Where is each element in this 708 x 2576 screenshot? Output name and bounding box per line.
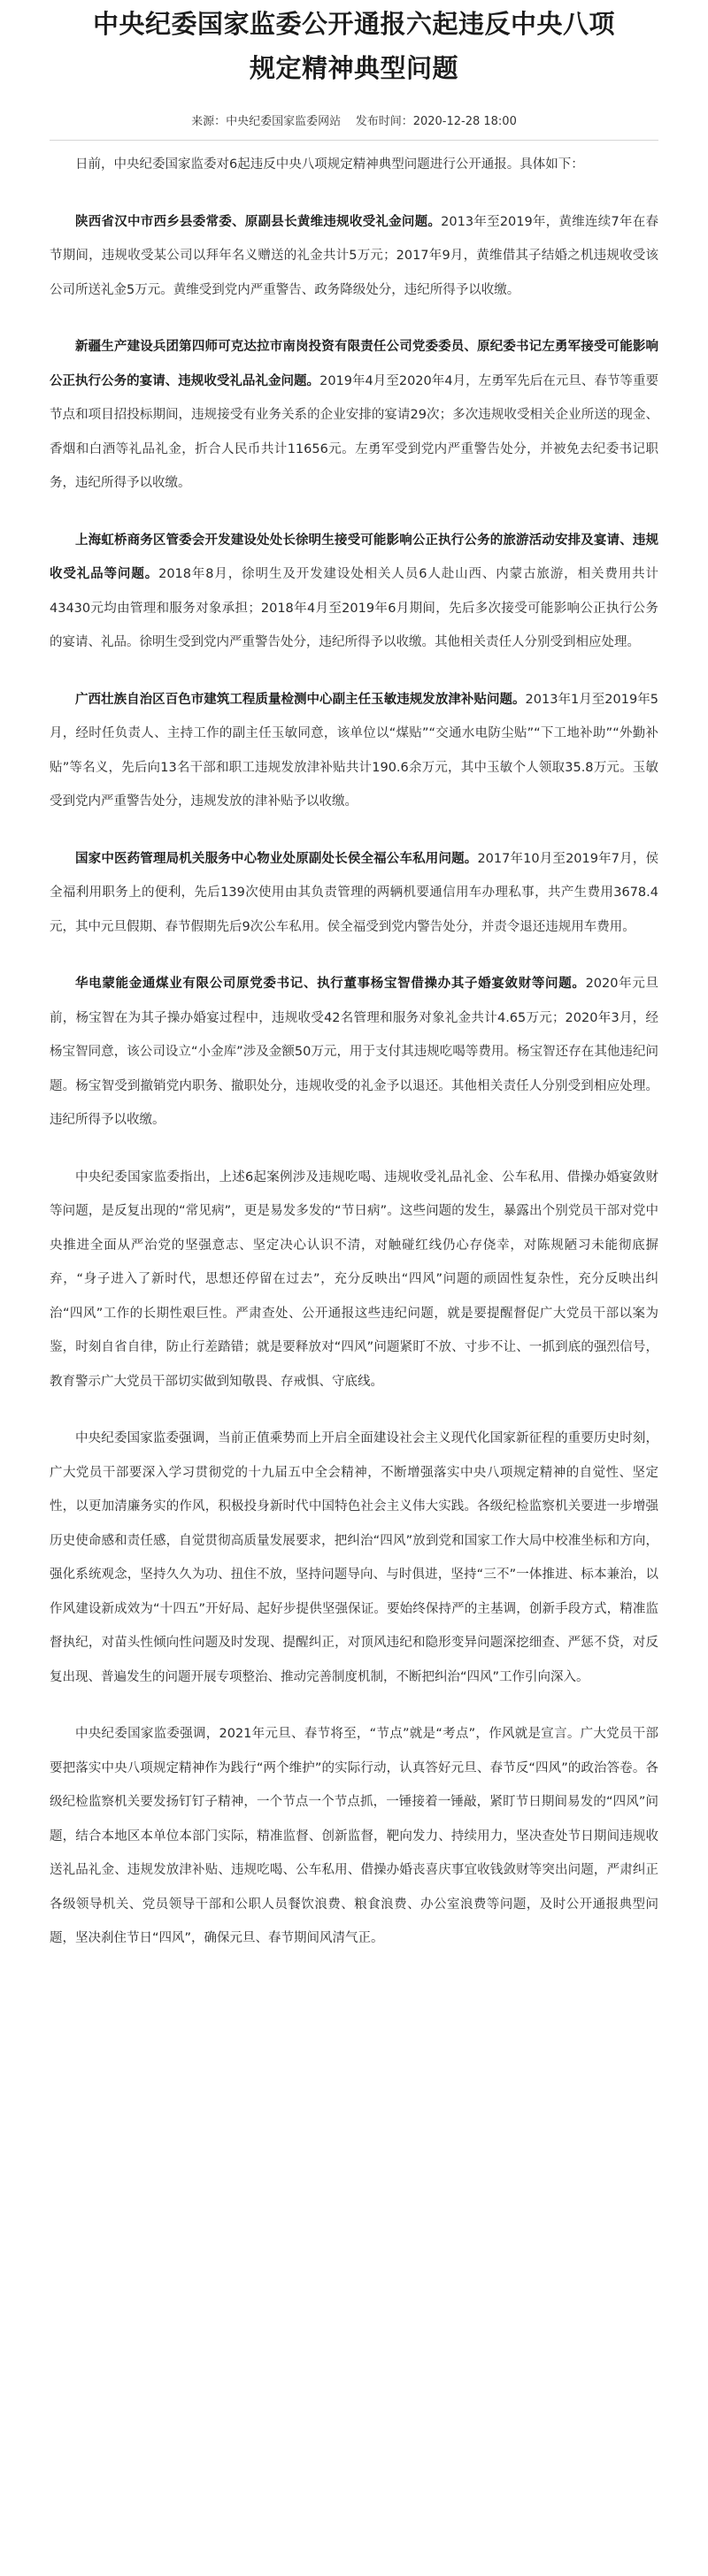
requirement-paragraph [50, 1422, 658, 1694]
paragraph-text: 中央纪委国家监委指出，上述6起案例涉及违规吃喝、违规收受礼品礼金、公车私用、借操办婚宴敛财等问题，是反复出现的“常见病”，更是易发多发的“节日病”。这些问题的发生，暴露出个别党员干部对党中央推进全面从严治党的坚强意志、坚定决心认识不清，对触碰红线仍心存侥幸，对陈规陋习未能彻底摒弃，“身子进入了新时代，思想还停留在过去”，充分反映出“四风”问题的顽固性复杂性，充分反映出纠治“四风”工作的长期性艰巨性。严肃查处、公开通报这些违纪问题，就是要提醒督促广大党员干部以案为鉴，时刻自省自律，防止行差踏错；就是要释放对“四风”问题紧盯不放、寸步不让、一抓到底的强烈信号，教育警示广大党员干部切实做到知敬畏、存戒惧、守底线。 [50, 1169, 658, 1389]
case-paragraph-2 [50, 330, 658, 501]
case-title: 国家中医药管理局机关服务中心物业处原副处长侯全福公车私用问题。 [75, 851, 478, 866]
case-paragraph-5 [50, 842, 658, 945]
publish-time: 2020-12-28 18:00 [412, 115, 517, 128]
article-title-line-2: 规定精神典型问题 [249, 53, 458, 83]
case-title: 陕西省汉中市西乡县委常委、原副县长黄维违规收受礼金问题。 [75, 214, 442, 229]
paragraph-text: 中央纪委国家监委强调，当前正值乘势而上开启全面建设社会主义现代化国家新征程的重要历史时刻，广大党员干部要深入学习贯彻党的十九届五中全会精神，不断增强落实中央八项规定精神的自觉性、坚定性，以更加清廉务实的作风，积极投身新时代中国特色社会主义伟大实践。各级纪检监察机关要进一步增强历史使命感和责任感，自觉贯彻高质量发展要求，把纠治“四风”放到党和国家工作大局中校准坐标和方向，强化系统观念，坚持久久为功、扭住不放，坚持问题导向、与时俱进，坚持“三不”一体推进、标本兼治，以作风建设新成效为“十四五”开好局、起好步提供坚强保证。要始终保持严的主基调，创新手段方式，精准监督执纪，对苗头性倾向性问题及时发现、提醒纠正，对顶风违纪和隐形变异问题深挖细查、严惩不贷，对反复出现、普遍发生的问题开展专项整治、推动完善制度机制，不断把纠治“四风”工作引向深入。 [50, 1431, 658, 1684]
article-meta [50, 113, 658, 131]
holiday-paragraph [50, 1717, 658, 1956]
publish-label: 发布时间： [355, 115, 413, 128]
case-text: 2017年10月至2019年7月，侯全福利用职务上的便利，先后139次使用由其负责管理的两辆机要通信用车办理私事，共产生费用3678.4元，其中元旦假期、春节假期先后9次公车私用。侯全福受到党内警告处分，并责令退还违规用车费用。 [50, 851, 659, 934]
paragraph-text: 日前，中央纪委国家监委对6起违反中央八项规定精神典型问题进行公开通报。具体如下： [75, 157, 584, 172]
source-name: 中央纪委国家监委网站 [226, 115, 342, 128]
analysis-paragraph [50, 1161, 658, 1399]
case-title: 新疆生产建设兵团第四师可克达拉市南岗投资有限责任公司党委委员、原纪委书记左勇军接受可能影响公正执行公务的宴请、违规收受礼品礼金问题。 [50, 340, 658, 388]
case-title: 华电蒙能金通煤业有限公司原党委书记、执行董事杨宝智借操办其子婚宴敛财等问题。 [75, 977, 586, 991]
case-paragraph-6 [50, 967, 658, 1138]
source-label: 来源： [191, 115, 227, 128]
case-text: 2019年4月至2020年4月，左勇军先后在元旦、春节等重要节点和项目招投标期间，违规接受有业务关系的企业安排的宴请29次；多次违规收受相关企业所送的现金、香烟和白酒等礼品礼金，折合人民币共计11656元。左勇军受到党内严重警告处分，并被免去纪委书记职务，违纪所得予以收缴。 [50, 373, 658, 490]
article-body [50, 148, 658, 1956]
case-text: 2013年至2019年，黄维连续7年在春节期间，违规收受某公司以拜年名义赠送的礼金共计5万元；2017年9月，黄维借其子结婚之机违规收受该公司所送礼金5万元。黄维受到党内严重警告、政务降级处分，违纪所得予以收缴。 [50, 214, 659, 297]
case-paragraph-1 [50, 205, 658, 308]
case-paragraph-3 [50, 524, 658, 660]
case-text: 2013年1月至2019年5月，经时任负责人、主持工作的副主任玉敏同意，该单位以“煤贴”“交通水电防尘贴”“下工地补助”“外勤补贴”等名义，先后向13名干部和职工违规发放津补贴共计190.6余万元，其中玉敏个人领取35.8万元。玉敏受到党内严重警告处分，违规发放的津补贴予以收缴。 [50, 692, 658, 809]
case-paragraph-4 [50, 683, 658, 819]
case-title: 广西壮族自治区百色市建筑工程质量检测中心副主任玉敏违规发放津补贴问题。 [75, 692, 526, 707]
article-header [50, 0, 658, 131]
paragraph-text: 中央纪委国家监委强调，2021年元旦、春节将至，“节点”就是“考点”，作风就是宣言。广大党员干部要把落实中央八项规定精神作为践行“两个维护”的实际行动，认真答好元旦、春节反“四风”的政治答卷。各级纪检监察机关要发扬钉钉子精神，一个节点一个节点抓，一锤接着一锤敲，紧盯节日期间易发的“四风”问题，结合本地区本单位本部门实际，精准监督、创新监督，靶向发力、持续用力，坚决查处节日期间违规收送礼品礼金、违规发放津补贴、违规吃喝、公车私用、借操办婚丧喜庆事宜收钱敛财等突出问题，严肃纠正各级领导机关、党员领导干部和公职人员餐饮浪费、粮食浪费、办公室浪费等问题，及时公开通报典型问题，坚决刹住节日“四风”，确保元旦、春节期间风清气正。 [50, 1727, 658, 1945]
case-text: 2020年元旦前，杨宝智在为其子操办婚宴过程中，违规收受42名管理和服务对象礼金共计4.65万元；2020年3月，经杨宝智同意，该公司设立“小金库”涉及金额50万元，用于支付其违规吃喝等费用。杨宝智还存在其他违纪问题。杨宝智受到撤销党内职务、撤职处分，违规收受的礼金予以退还。其他相关责任人分别受到相应处理。违纪所得予以收缴。 [50, 977, 658, 1127]
article-title-line-1: 中央纪委国家监委公开通报六起违反中央八项 [92, 9, 615, 39]
intro-paragraph [50, 148, 658, 182]
case-text: 2018年8月，徐明生及开发建设处相关人员6人赴山西、内蒙古旅游，相关费用共计43430元均由管理和服务对象承担；2018年4月至2019年6月期间，先后多次接受可能影响公正执行公务的宴请、礼品。徐明生受到党内严重警告处分，违纪所得予以收缴。其他相关责任人分别受到相应处理。 [50, 567, 659, 649]
case-title: 上海虹桥商务区管委会开发建设处处长徐明生接受可能影响公正执行公务的旅游活动安排及宴请、违规收受礼品等问题。 [50, 533, 658, 581]
article-title [50, 0, 658, 90]
header-divider [50, 140, 658, 141]
